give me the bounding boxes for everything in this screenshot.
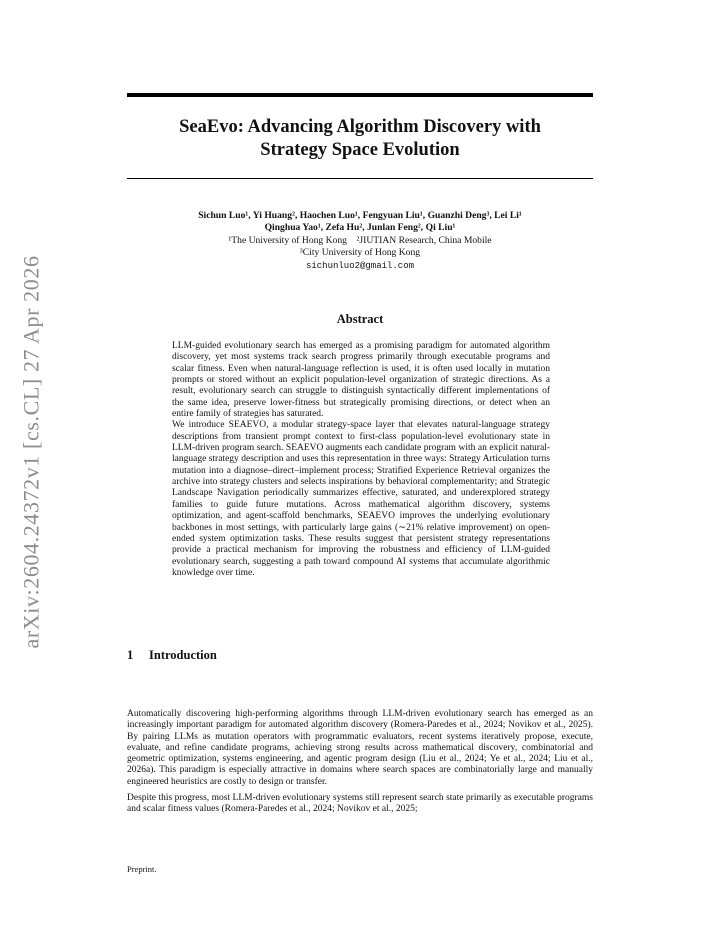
section-title: Introduction	[149, 648, 217, 662]
arxiv-sidebar	[14, 255, 50, 649]
arxiv-id: arXiv:2604.24372v1 [cs.CL] 27 Apr 2026	[19, 255, 44, 649]
abstract-heading: Abstract	[336, 312, 384, 326]
intro-paragraph-2: Despite this progress, most LLM-driven evolutionary systems still represent search state primarily as executable programs and scalar fitness values (Romera-Paredes et al., 2024; Novikov et al., 2025;	[127, 793, 593, 815]
section-number: 1	[127, 648, 134, 662]
author-names-line-1: Sichun Luo¹, Yi Huang², Haochen Luo¹, Fengyuan Liu¹, Guanzhi Deng³, Lei Li¹	[198, 210, 522, 221]
abstract-body	[172, 341, 550, 579]
affiliation-line-2: ³City University of Hong Kong	[299, 247, 421, 259]
title-line-2: Strategy Space Evolution	[260, 140, 460, 160]
title-rule-top	[127, 93, 593, 97]
affiliation-line-1: ¹The University of Hong Kong ²JIUTIAN Research, China Mobile	[228, 234, 492, 246]
section-heading-introduction	[127, 648, 217, 663]
title-rule-bottom	[127, 178, 593, 179]
author-names-line-2: Qinghua Yao¹, Zefa Hu², Junlan Feng², Qi Liu¹	[264, 222, 456, 234]
preprint-footer: Preprint.	[127, 864, 157, 874]
title-line-1: SeaEvo: Advancing Algorithm Discovery with	[179, 117, 541, 137]
paper-title	[127, 116, 593, 162]
intro-paragraph-1: Automatically discovering high-performing algorithms through LLM-driven evolutionary search has emerged as an increasingly important paradigm for automated algorithm discovery (Romera-Paredes et al., 2024; Novikov et al., 2025). By pairing LLMs as mutation operators with programmatic evaluators, recent systems iteratively propose, execute, evaluate, and refine candidate programs, achieving strong results across mathematical discovery, combinatorial and geometric optimization, systems engineering, and agentic program design (Liu et al., 2024; Ye et al., 2024; Liu et al., 2026a). This paradigm is especially attractive in domains where search spaces are combinatorially large and manually engineered heuristics are costly to design or transfer.	[127, 709, 593, 787]
author-block	[127, 210, 593, 272]
abstract-paragraph-1: LLM-guided evolutionary search has emerged as a promising paradigm for automated algorithm discovery, yet most systems track search progress primarily through executable programs and scalar fitness. Even when natural-language reflection is used, it is often used locally in mutation prompts or stored without an explicit population-level organization of strategic directions. As a result, evolutionary search can struggle to distinguish syntactically different implementations of the same idea, preserve lower-fitness but strategically promising directions, or detect when an entire family of strategies has saturated.	[172, 341, 550, 420]
contact-email[interactable]: sichunluo2@gmail.com	[305, 260, 415, 271]
introduction-body	[127, 709, 593, 821]
abstract-paragraph-2: We introduce SEAEVO, a modular strategy-space layer that elevates natural-language strategy descriptions from transient prompt context to first-class population-level evolutionary state in LLM-driven program search. SEAEVO augments each candidate program with an explicit natural-language strategy description and uses this representation in three ways: Strategy Articulation turns mutation into a diagnose–direct–implement process; Stratified Experience Retrieval organizes the archive into strategy clusters and selects inspirations by behavioral complementarity; and Strategic Landscape Navigation periodically summarizes effective, saturated, and underexplored strategy families to guide future mutations. Across mathematical algorithm discovery, systems optimization, and agent-scaffold benchmarks, SEAEVO improves the underlying evolutionary backbones in most settings, with particularly large gains (∼21% relative improvement) on open-ended system optimization tasks. These results suggest that persistent strategy representations provide a practical mechanism for improving the robustness and efficiency of LLM-guided evolutionary search, suggesting a path toward compound AI systems that accumulate algorithmic knowledge over time.	[172, 420, 550, 578]
